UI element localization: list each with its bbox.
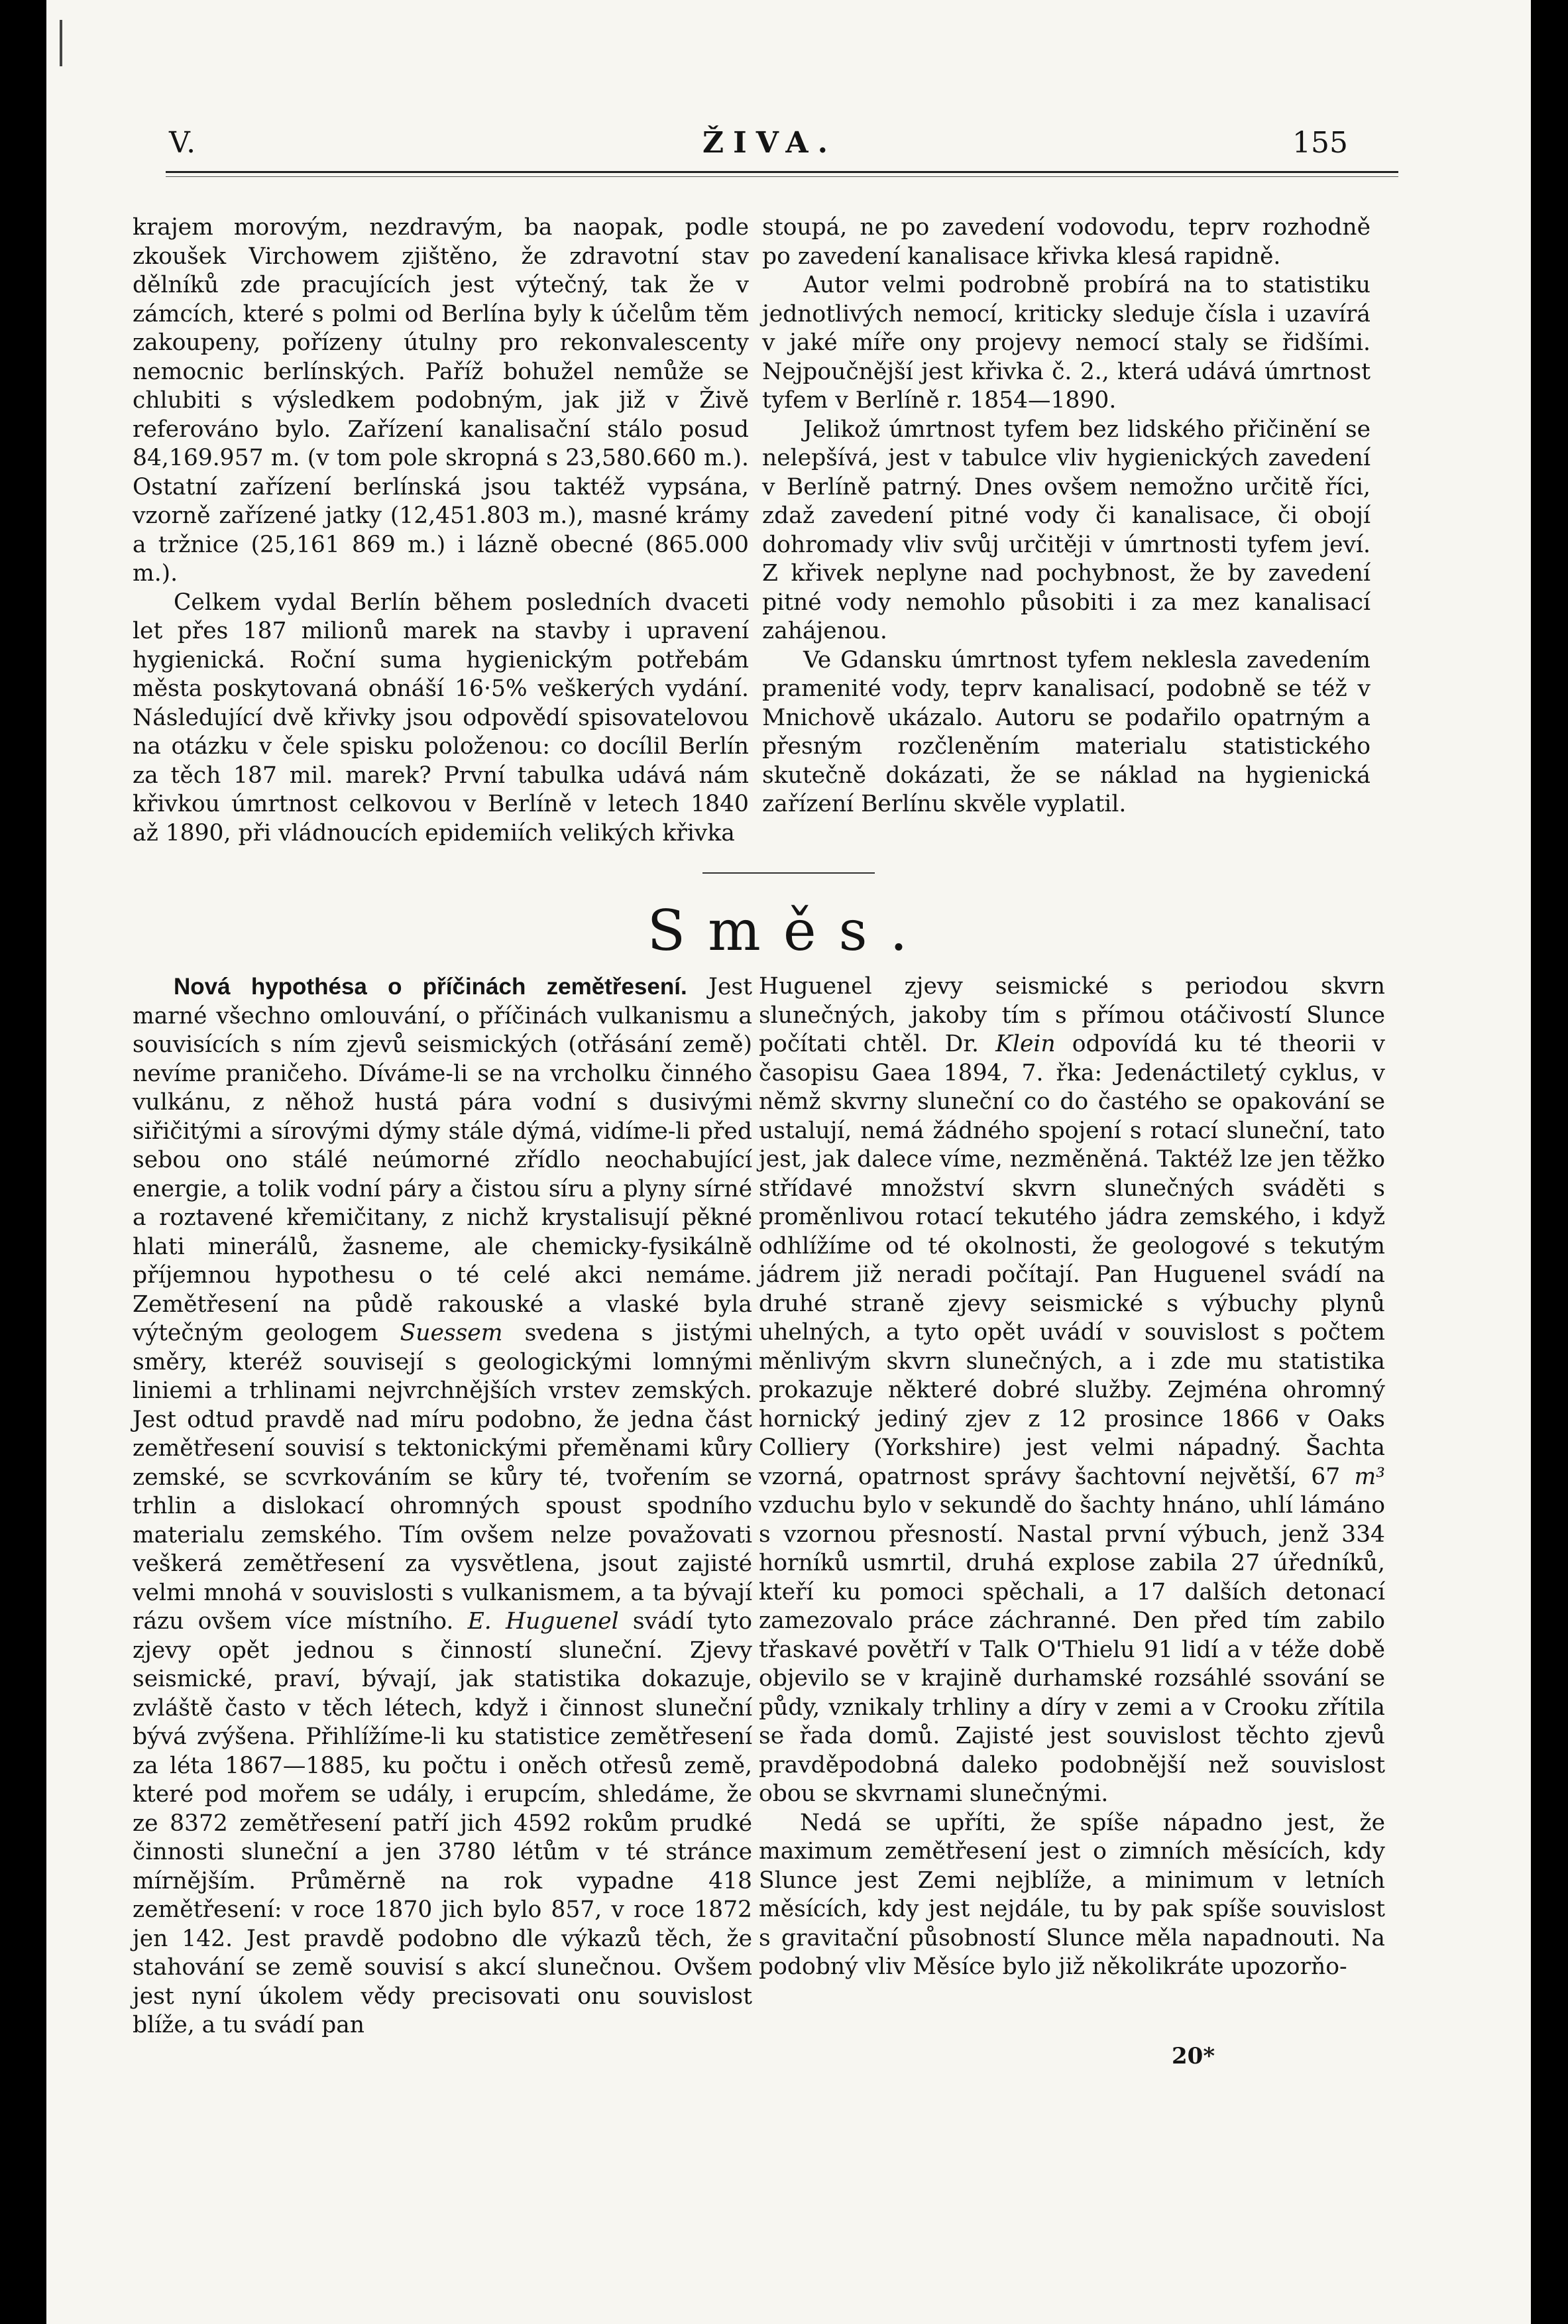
journal-title: ŽIVA. — [702, 126, 837, 160]
section-divider — [702, 872, 875, 874]
paragraph — [759, 972, 1385, 1809]
lower-left-column — [133, 972, 752, 2040]
article-lead-paragraph — [133, 972, 752, 2040]
paragraph: Ve Gdansku úmrtnost tyfem neklesla zavedením pramenité vody, teprv kanalisací, podobně se též v Mnichově ukázalo. Autoru se podařilo opatrným a přesným rozčleněním materialu statistického skutečně dokázati, že se náklad na hygienická zařízení Berlínu skvěle vyplatil. — [762, 646, 1371, 817]
upper-left-column — [133, 213, 749, 848]
paragraph: Autor velmi podrobně probírá na to statistiku jednotlivých nemocí, kriticky sleduje čísla i uzavírá v jaké míře ony projevy nemocí staly se řidšími. Nejpoučnější jest křivka č. 2., která udává úmrtnost tyfem v Berlíně r. 1854—1890. — [762, 272, 1371, 414]
text-run: Huguenel zjevy seismické s periodou skvrn slunečných, jakoby tím s přímou otáčivostí Slunce počítati chtěl. Dr. — [759, 973, 1385, 1057]
paragraph: Celkem vydal Berlín během posledních dvaceti let přes 187 milionů marek na stavby i upravení hygienická. Roční suma hygienickým potřebám města poskytovaná obnáší 16·5% veškerých vydání. Následující dvě křivky jsou odpovědí spisovatelovou na otázku v čele spisku položenou: co docílil Berlín za těch 187 mil. marek? První tabulka udává nám křivkou úmrtnost celkovou v Berlíně v letech 1840 až 1890, při vládnoucích epidemiích velikých křivka — [133, 589, 749, 846]
name-klein: Klein — [995, 1031, 1056, 1057]
name-huguenel: E. Huguenel — [467, 1608, 619, 1635]
scan-edge-mark — [60, 20, 82, 66]
paragraph: stoupá, ne po zavedení vodovodu, teprv rozhodně po zavedení kanalisace křivka klesá rapidně. — [762, 214, 1371, 270]
paragraph: krajem morovým, nezdravým, ba naopak, podle zkoušek Virchowem zjištěno, že zdravotní stav dělníků zde pracujících jest výtečný, tak že v zámcích, které s polmi od Berlína byly k účelům těm zakoupeny, pořízeny útulny pro rekonvalescenty nemocnic berlínských. Paříž bohužel nemůže se chlubiti s výsledkem podobným, jak již v Živě referováno bylo. Zařízení kanalisační stálo posud 84,169.957 m. (v tom pole skropná s 23,580.660 m.). Ostatní zařízení berlínská jsou taktéž vypsána, vzorně zařízené jatky (12,451.803 m.), masné krámy a tržnice (25,161 869 m.) i lázně obecné (865.000 m.). — [133, 214, 749, 587]
header-rule-thin — [166, 176, 1398, 177]
journal-page — [46, 0, 1531, 2324]
text-run: svádí tyto zjevy opět jednou s činností sluneční. Zjevy seismické, praví, bývají, jak statistika dokazuje, zvláště často v těch létech, když i činnost sluneční bývá zvýšena. Přihlížíme-li ku statistice zemětřesení za léta 1867—1885, ku počtu i oněch otřesů země, které pod mořem se udály, i erupcím, shledáme, že ze 8372 zemětřesení patří jich 4592 rokům prudké činnosti sluneční a jen 3780 létům v té stránce mírnějším. Průměrně na rok vypadne 418 zemětřesení: v roce 1870 jich bylo 857, v roce 1872 jen 142. Jest pravdě podobno dle výkazů těch, že stahování se země souvisí s akcí slunečnou. Ovšem jest nyní úkolem vědy precisovati onu souvislost blíže, a tu svádí pan — [133, 1608, 752, 2038]
header-rule — [166, 171, 1398, 173]
name-suess: Suessem — [400, 1320, 503, 1346]
signature-mark: 20* — [1172, 2043, 1215, 2069]
unit-m3: m³ — [1354, 1463, 1386, 1490]
paragraph: Nedá se upříti, že spíše nápadno jest, že maximum zemětřesení jest o zimních měsících, kdy Slunce jest Zemi nejblíže, a minimum v letních měsících, kdy jest nejdále, tu by pak spíše souvislost s gravitační působností Slunce měla napadnouti. Na podobný vliv Měsíce bylo již několikráte upozorňo- — [759, 1809, 1385, 1980]
upper-right-column — [762, 213, 1371, 819]
text-run: odpovídá ku té theorii v časopisu Gaea 1894, 7. řka: Jedenáctiletý cyklus, v němž skvrny sluneční co do častého se opakování se ustalují, nemá žádného spojení s rotací sluneční, tato jest, jak dalece víme, nezměněná. Taktéž lze jen těžko střídavé množství skvrn slunečných sváděti s proměnlivou rotací tekutého jádra zemského, i když odhlížíme od té okolnosti, že geologové s tekutým jádrem již neradi počítají. Pan Huguenel svádí na druhé straně zjevy seismické s výbuchy plynů uhelných, a tyto opět uvádí v souvislost s počtem měnlivým skvrn slunečných, a i zde mu statistika prokazuje některé dobré služby. Zejména ohromný hornický jediný zjev z 12 prosince 1866 v Oaks Colliery (Yorkshire) jest velmi nápadný. Šachta vzorná, opatrnost správy šachtovní největší, 67 — [759, 1031, 1386, 1490]
page-header — [46, 113, 1531, 166]
text-run: vzduchu bylo v sekundě do šachty hnáno, uhlí lámáno s vzornou přesností. Nastal první výbuch, jenž 334 horníků usmrtil, druhá explose zabila 27 úředníků, kteří ku pomoci spěchali, a 17 dalších detonací zamezovalo práce záchranné. Den před tím zabilo třaskavé povětří v Talk O'Thielu 91 lidí a v téže době objevilo se v krajině durhamské rozsáhlé ssování se půdy, vznikaly trhliny a díry v zemi a v Crooku zřítila se řada domů. Zajisté jest souvislost těchto zjevů pravděpodobná daleko podobnější než souvislost obou se skvrnami slunečnými. — [759, 1492, 1385, 1807]
volume-number: V. — [169, 126, 197, 160]
article-title: Nová hypothésa o příčinách zemětřesení. — [174, 974, 687, 1000]
text-run: svedena s jistými směry, kteréž souvisejí s geologickými lomnými liniemi a trhlinami nejvrchnějších vrstev zemských. Jest odtud pravdě nad míru podobno, že jedna část zemětřesení souvisí s tektonickými přeměnami kůry zemské, se scvrkováním se kůry té, tvořením se trhlin a dislokací ohromných spoust spodního materialu zemského. Tím ovšem nelze považovati veškerá zemětřesení za vysvětlena, jsout zajisté velmi mnohá v souvislosti s vulkanismem, a ta bývají rázu ovšem více místního. — [133, 1320, 753, 1635]
page-number: 155 — [1292, 126, 1348, 160]
lower-right-column — [759, 972, 1385, 1982]
paragraph: Jelikož úmrtnost tyfem bez lidského přičinění se nelepšívá, jest v tabulce vliv hygienických zavedení v Berlíně patrný. Dnes ovšem nemožno určitě říci, zdaž zavedení pitné vody či kanalisace, či obojí dohromady vliv svůj určitěji v úmrtnosti tyfem jeví. Z křivek neplyne nad pochybnost, že by zavedení pitné vody nemohlo působiti i za mez kanalisací zahájenou. — [762, 416, 1371, 644]
text-run: Jest marné všechno omlouvání, o příčinách vulkanismu a souvisících s ním zjevů seismických (otřásání země) nevíme praničeho. Díváme-li se na vrcholku činného vulkánu, z něhož hustá pára vodní s dusivými siřičitými a sírovými dýmy stále dýmá, vidíme-li před sebou ono stálé neúmorné zřídlo neochabující energie, a tolik vodní páry a čistou síru a plyny sírné a roztavené křemičitany, z nichž krystalisují pěkné hlati minerálů, žasneme, ale chemicky-fysikálně příjemnou hypothesu o té celé akci nemáme. Zemětřesení na půdě rakouské a vlaské byla výtečným geologem — [133, 974, 752, 1346]
section-title: Směs. — [647, 898, 930, 963]
